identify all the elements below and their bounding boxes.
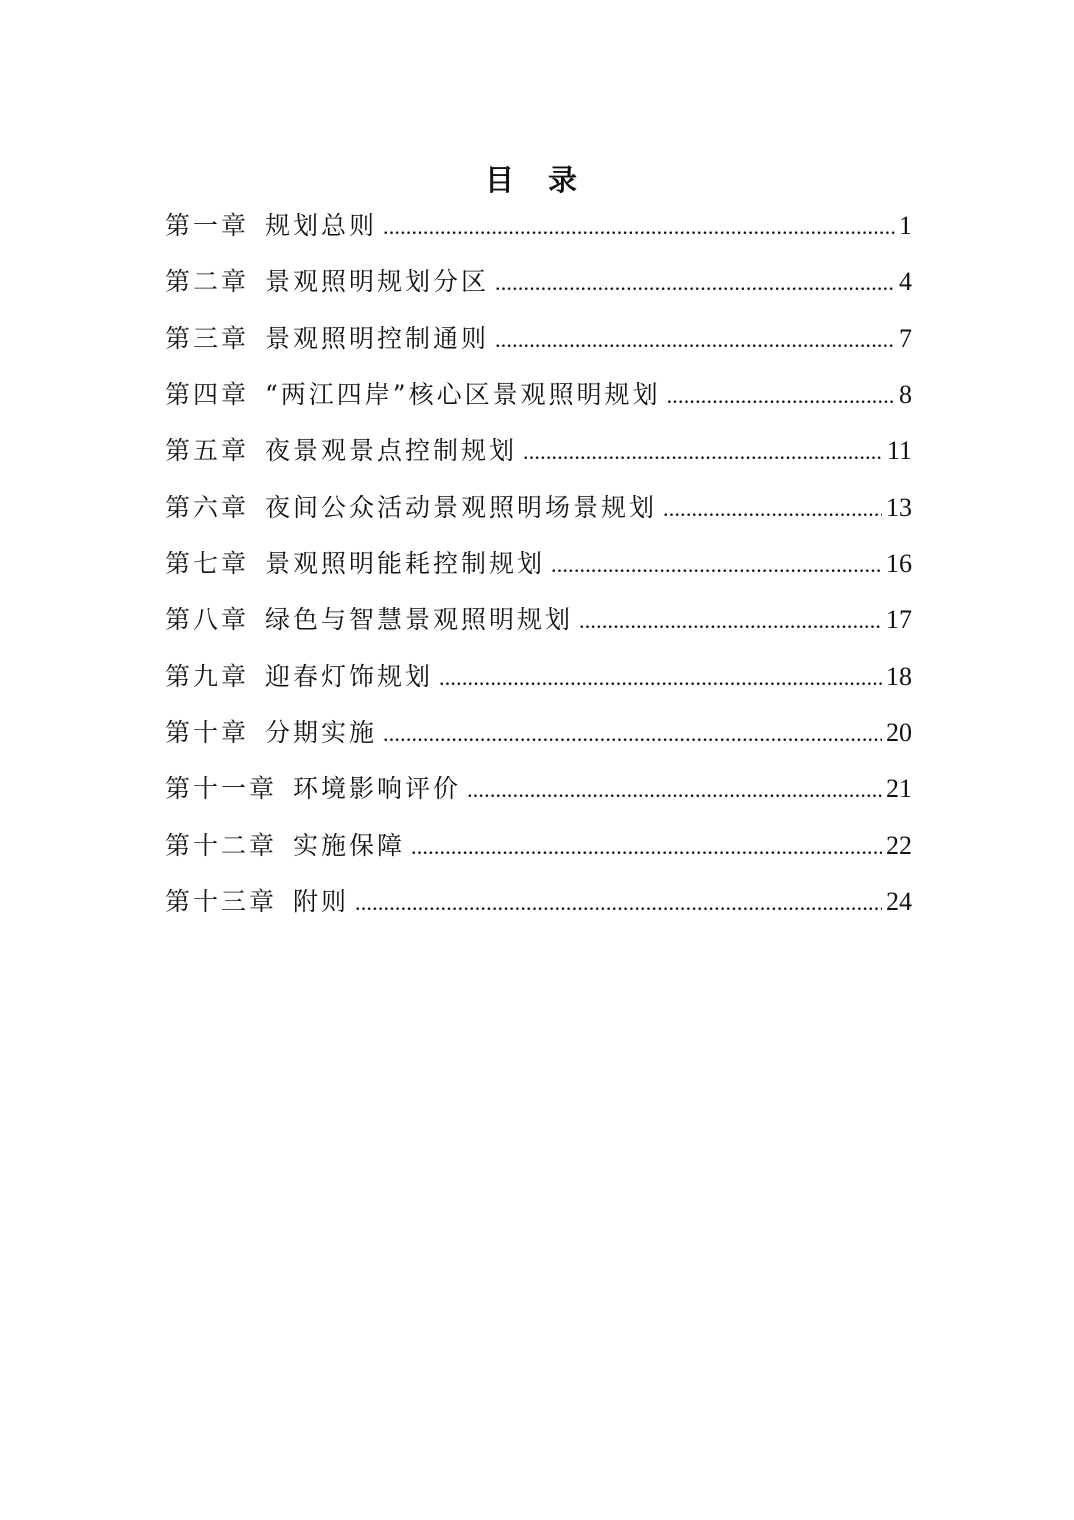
- chapter-number: 第八章: [165, 605, 250, 635]
- page-number: 16: [886, 549, 912, 579]
- dot-leader: [495, 261, 895, 305]
- page-number: 13: [886, 492, 912, 522]
- toc-entry[interactable]: [165, 486, 912, 542]
- chapter-number: 第四章: [165, 380, 250, 410]
- toc-entry[interactable]: [165, 260, 912, 316]
- chapter-number: 第九章: [165, 661, 250, 691]
- chapter-number: 第十三章: [165, 887, 278, 917]
- chapter-number: 第十二章: [165, 830, 278, 860]
- toc-entry[interactable]: [165, 655, 912, 711]
- dot-leader: [667, 374, 895, 418]
- page-number: 7: [899, 323, 912, 353]
- page-number: 20: [886, 718, 912, 748]
- toc-entry[interactable]: [165, 317, 912, 373]
- chapter-title: 规划总则: [265, 211, 378, 240]
- table-of-contents: [165, 204, 912, 936]
- page-number: 11: [886, 436, 912, 466]
- page-number: 17: [886, 605, 912, 635]
- page-number: 18: [886, 661, 912, 691]
- toc-entry[interactable]: [165, 824, 912, 880]
- chapter-title: 分期实施: [265, 718, 378, 748]
- chapter-number: 第二章: [165, 267, 250, 297]
- chapter-number: 第十一章: [165, 774, 278, 804]
- page-number: 22: [886, 830, 912, 860]
- chapter-number: 第十章: [165, 718, 250, 748]
- dot-leader: [383, 205, 895, 249]
- chapter-title: 迎春灯饰规划: [265, 661, 434, 691]
- chapter-number: 第六章: [165, 492, 250, 522]
- dot-leader: [467, 768, 882, 812]
- dot-leader: [383, 712, 882, 756]
- toc-entry[interactable]: [165, 880, 912, 936]
- page-number: 21: [886, 774, 912, 804]
- toc-entry[interactable]: [165, 429, 912, 485]
- toc-entry[interactable]: [165, 204, 912, 260]
- toc-entry[interactable]: [165, 767, 912, 823]
- chapter-title: 夜间公众活动景观照明场景规划: [265, 492, 658, 522]
- toc-entry[interactable]: [165, 598, 912, 654]
- dot-leader: [495, 318, 895, 362]
- dot-leader: [355, 881, 882, 925]
- chapter-title: 景观照明控制通则: [265, 323, 490, 353]
- dot-leader: [439, 656, 882, 700]
- toc-title: 目 录: [484, 163, 590, 198]
- dot-leader: [551, 543, 882, 587]
- chapter-title: “两江四岸”核心区景观照明规划: [265, 380, 661, 410]
- dot-leader: [663, 487, 882, 531]
- chapter-number: 第三章: [165, 323, 250, 353]
- chapter-title: 附则: [293, 887, 350, 917]
- toc-entry[interactable]: [165, 373, 912, 429]
- chapter-title: 景观照明规划分区: [265, 267, 490, 297]
- dot-leader: [579, 599, 882, 643]
- page-number: 24: [886, 887, 912, 917]
- chapter-title: 夜景观景点控制规划: [265, 436, 518, 466]
- chapter-title: 景观照明能耗控制规划: [265, 549, 546, 579]
- chapter-title: 环境影响评价: [293, 774, 462, 804]
- toc-entry[interactable]: [165, 711, 912, 767]
- page-number: 1: [899, 211, 912, 240]
- chapter-number: 第七章: [165, 549, 250, 579]
- chapter-number: 第一章: [165, 211, 250, 240]
- chapter-title: 实施保障: [293, 830, 406, 860]
- toc-entry[interactable]: [165, 542, 912, 598]
- dot-leader: [411, 825, 882, 869]
- dot-leader: [523, 430, 883, 474]
- page-number: 8: [899, 380, 912, 410]
- chapter-title: 绿色与智慧景观照明规划: [265, 605, 574, 635]
- chapter-number: 第五章: [165, 436, 250, 466]
- page-number: 4: [899, 267, 912, 297]
